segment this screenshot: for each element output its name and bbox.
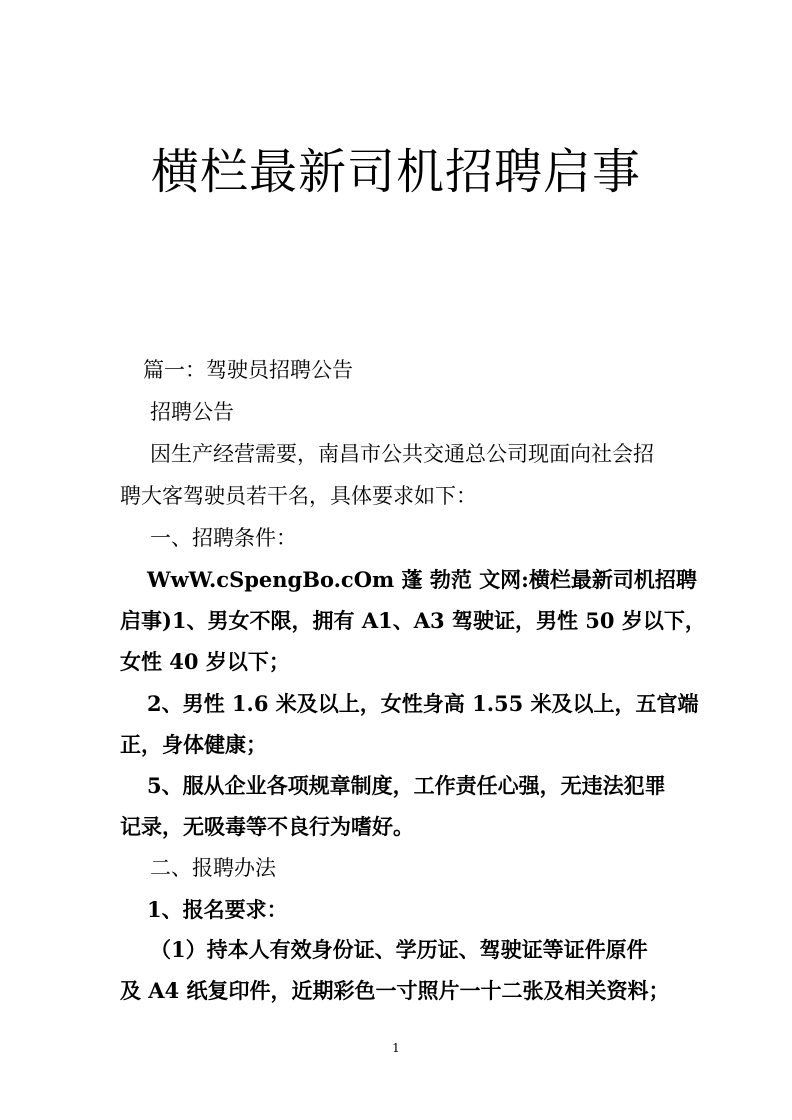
paragraph-line: 记录，无吸毒等不良行为嗜好。 xyxy=(120,814,414,839)
paragraph-line: 女性 40 岁以下； xyxy=(120,649,290,674)
paragraph-line: 启事)1、男女不限，拥有 A1、A3 驾驶证，男性 50 岁以下， xyxy=(120,608,706,633)
list-heading: 二、报聘办法 xyxy=(150,856,276,880)
section-heading: 篇一：驾驶员招聘公告 xyxy=(143,358,353,382)
paragraph-line: 1、报名要求： xyxy=(147,897,288,922)
subheading: 招聘公告 xyxy=(150,400,234,424)
paragraph-line: 2、男性 1.6 米及以上，女性身高 1.55 米及以上，五官端 xyxy=(147,691,699,716)
paragraph-line: 聘大客驾驶员若干名，具体要求如下： xyxy=(120,484,477,508)
paragraph-line: 正，身体健康； xyxy=(120,732,267,757)
paragraph-line: 5、服从企业各项规章制度，工作责任心强，无违法犯罪 xyxy=(147,773,666,798)
page-number: 1 xyxy=(392,1041,400,1055)
paragraph-line: 因生产经营需要，南昌市公共交通总公司现面向社会招 xyxy=(150,442,654,466)
paragraph-line: 及 A4 纸复印件，近期彩色一寸照片一十二张及相关资料； xyxy=(120,978,670,1003)
list-heading: 一、招聘条件： xyxy=(150,526,297,550)
paragraph-line: （1）持本人有效身份证、学历证、驾驶证等证件原件 xyxy=(150,937,648,962)
paragraph-line: WwW.cSpengBo.cOm 蓬 勃范 文网:横栏最新司机招聘 xyxy=(147,567,697,592)
document-title: 横栏最新司机招聘启事 xyxy=(150,144,641,200)
